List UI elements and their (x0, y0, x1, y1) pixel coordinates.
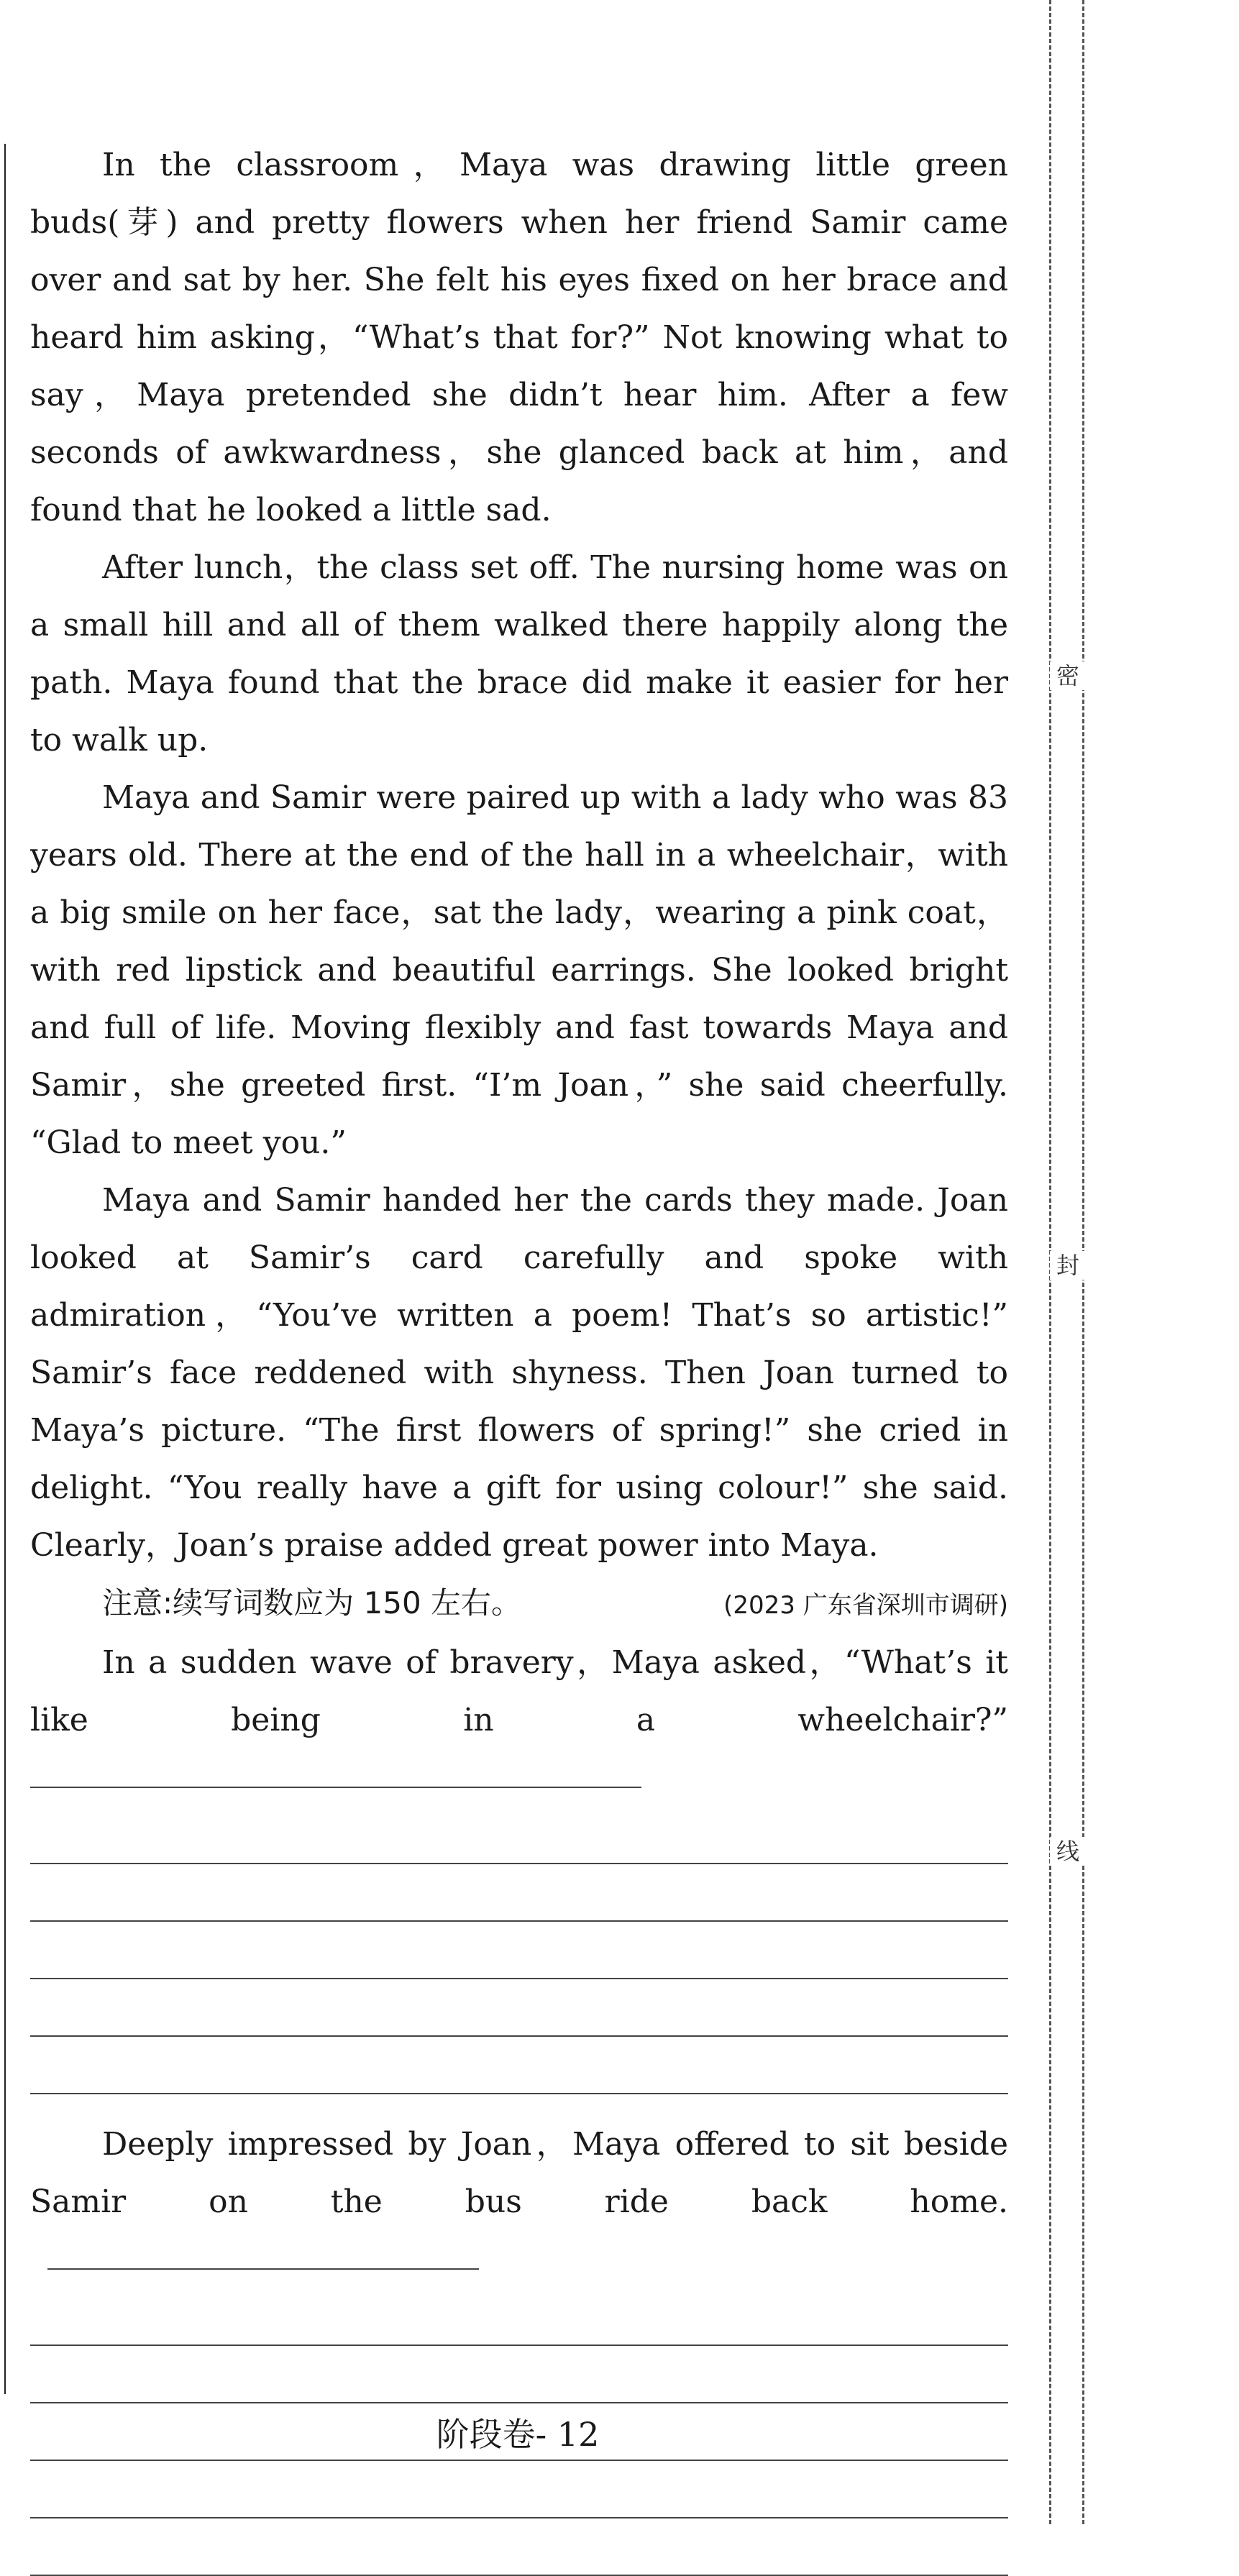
continuation-prompt-1 (30, 1634, 1008, 1807)
answer-line[interactable] (30, 1922, 1008, 1979)
answer-line[interactable] (30, 1864, 1008, 1922)
answer-line[interactable] (30, 2288, 1008, 2346)
prompt-2-text: Deeply impressed by Joan，Maya offered to sit beside Samir on the bus ride back home. (30, 2126, 1008, 2220)
answer-line[interactable] (30, 2518, 1008, 2576)
word-count-note: 注意:续写词数应为 150 左右。 (102, 1585, 522, 1621)
page-footer: 阶段卷- 12 (436, 2415, 600, 2454)
answer-line[interactable] (30, 2037, 1008, 2094)
left-border-rule (4, 144, 6, 2394)
answer-line-inline-2[interactable] (47, 2247, 479, 2270)
binding-label-seal: 密 (1050, 661, 1086, 690)
binding-label-line: 线 (1050, 1837, 1086, 1866)
answer-line[interactable] (30, 2346, 1008, 2403)
section-spacer (30, 2094, 1008, 2116)
passage-paragraph-4: Maya and Samir handed her the cards they made. Joan looked at Samir’s card carefully and spoke with admiration，“You’ve written a poem! That’s so artistic!” Samir’s face reddened with shyness. Then Joan turned to Maya’s picture. “The first flowers of spring!” she cried in delight. “You really have a gift for using colour!” she said. Clearly，Joan’s praise added great power into Maya. (30, 1182, 1008, 1564)
passage-paragraph-1: In the classroom，Maya was drawing little green buds(芽) and pretty flowers when her friend Samir came over and sat by her. She felt his eyes fixed on her brace and heard him asking，“What’s that for?” Not knowing what to say，Maya pretended she didn’t hear him. After a few seconds of awkwardness，she glanced back at him，and found that he looked a little sad. (30, 147, 1008, 528)
instruction-note (30, 1575, 1008, 1634)
passage-area (30, 137, 1008, 2576)
answer-line-inline-1[interactable] (30, 1765, 641, 1788)
question-source: (2023 广东省深圳市调研) (723, 1591, 1008, 1620)
answer-line[interactable] (30, 1807, 1008, 1864)
prompt-1-text: In a sudden wave of bravery，Maya asked，“What’s it like being in a wheelchair?” (30, 1644, 1008, 1738)
passage-paragraph-3: Maya and Samir were paired up with a lady who was 83 years old. There at the end of the hall in a wheelchair，with a big smile on her face，sat the lady，wearing a pink coat，with red lipstick and beautiful earrings. She looked bright and full of life. Moving flexibly and fast towards Maya and Samir，she greeted first. “I’m Joan，” she said cheerfully. “Glad to meet you.” (30, 779, 1008, 1161)
binding-label-closed: 封 (1050, 1251, 1086, 1280)
continuation-prompt-2 (30, 2116, 1008, 2288)
passage-paragraph-2: After lunch，the class set off. The nursing home was on a small hill and all of them walked there happily along the path. Maya found that the brace did make it easier for her to walk up. (30, 549, 1008, 758)
answer-line[interactable] (30, 1979, 1008, 2037)
answer-line[interactable] (30, 2461, 1008, 2518)
